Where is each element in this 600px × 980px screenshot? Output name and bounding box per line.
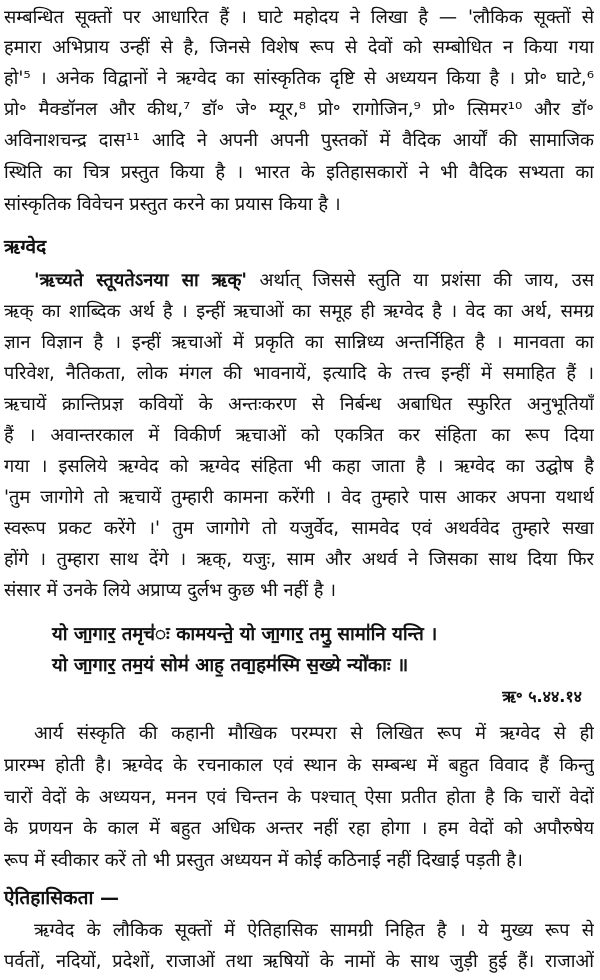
section-heading: ऐतिहासिकता — <box>4 887 119 909</box>
paragraph-line: हो'⁵ । अनेक विद्वानों ने ऋग्वेद का सांस्कृतिक दृष्टि से अध्ययन किया है । प्रो॰ घाटे,⁶ <box>4 68 594 89</box>
paragraph-line: हैं । अवान्तरकाल में विकीर्ण ऋचाओं को एकत्रित कर संहिता का रूप दिया <box>4 425 594 446</box>
sanskrit-verse-line: यो जा॒गार॒ तम॒यं सोम॑ आह॒ तवा॒हम॑स्मि स॒ख्ये न्यो॑काः ॥ <box>52 655 409 676</box>
section-heading: ऋग्वेद <box>4 236 47 258</box>
paragraph-line: ऋक् का शाब्दिक अर्थ है । इन्हीं ऋचाओं का समूह ही ऋग्वेद है । वेद का अर्थ, समग्र <box>4 301 594 322</box>
paragraph-line-rest: अर्थात् जिससे स्तुति या प्रशंसा की जाय, उस <box>246 270 594 291</box>
paragraph-line: 'तुम जागोगे तो ऋचायें तुम्हारी कामना करेंगी । वेद तुम्हारे पास आकर अपना यथार्थ <box>4 487 594 508</box>
sanskrit-verse-line: यो जा॒गार॒ तमृच॑ः कामयन्ते॒ यो जा॒गार॒ तमु॒ सामा॑नि यन्ति । <box>52 624 438 645</box>
paragraph-line: प्रो॰ मैक्डॉनल और कीथ,⁷ डॉ॰ जे॰ म्यूर,⁸ प्रो॰ रागोजिन,⁹ प्रो॰ त्सिमर¹⁰ और डॉ॰ <box>4 99 594 120</box>
paragraph-line: आर्य संस्कृति की कहानी मौखिक परम्परा से लिखित रूप में ऋग्वेद से ही <box>34 723 594 744</box>
paragraph-line: रूप में स्वीकार करें तो भी प्रस्तुत अध्ययन में कोई कठिनाई नहीं दिखाई पड़ती है। <box>4 850 523 871</box>
paragraph-line: पर्वतों, नदियों, प्रदेशों, राजाओं तथा ऋषियों के नामों के साथ जुड़ी हुई हैं। राजाओं <box>4 951 594 972</box>
paragraph-line: अविनाशचन्द्र दास¹¹ आदि ने अपनी अपनी पुस्तकों में वैदिक आर्यों की सामाजिक <box>4 130 594 151</box>
paragraph-line: हमारा अभिप्राय उन्हीं से है, जिनसे विशेष रूप से देवों को सम्बोधित न किया गया <box>4 37 594 58</box>
verse-reference: ऋ॰ ५.४४.१४ <box>502 687 582 706</box>
paragraph-line: के प्रणयन के काल में बहुत अधिक अन्तर नहीं रहा होगा । हम वेदों को अपौरुषेय <box>4 818 594 839</box>
paragraph-first-line <box>34 265 594 296</box>
paragraph-line: सांस्कृतिक विवेचन प्रस्तुत करने का प्रयास किया है । <box>4 194 341 215</box>
paragraph-line: गया । इसलिये ऋग्वेद को ऋग्वेद संहिता भी कहा जाता है । ऋग्वेद का उद्घोष है <box>4 456 594 477</box>
paragraph-line: प्रारम्भ होती है। ऋग्वेद के रचनाकाल एवं स्थान के सम्बन्ध में बहुत विवाद हैं किन्तु <box>4 755 594 776</box>
paragraph-line: परिवेश, नैतिकता, लोक मंगल की भावनायें, इत्यादि के तत्त्व इन्हीं में समाहित हैं । <box>4 363 594 384</box>
paragraph-line: ऋचायें क्रान्तिप्रज्ञ कवियों के अन्तःकरण से निर्बन्ध अबाधित स्फुरित अनुभूतियाँ <box>4 394 594 415</box>
paragraph-line: होंगे । तुम्हारा साथ देंगे । ऋक्, यजुः, साम और अथर्व ने जिसका साथ दिया फिर <box>4 549 594 570</box>
paragraph-line: ऋग्वेद के लौकिक सूक्तों में ऐतिहासिक सामग्री निहित है । ये मुख्य रूप से <box>34 920 594 941</box>
paragraph-line: ज्ञान विज्ञान है । इन्हीं ऋचाओं में प्रकृति का सान्निध्य अन्तर्निहित है । मानवता का <box>4 332 594 353</box>
sanskrit-definition: 'ऋच्यते स्तूयतेऽनया सा ऋक्' <box>34 270 247 291</box>
paragraph-line: चारों वेदों के अध्ययन, मनन एवं चिन्तन के पश्चात् ऐसा प्रतीत होता है कि चारों वेदों <box>4 787 594 808</box>
paragraph-line: संसार में उनके लिये अप्राप्य दुर्लभ कुछ भी नहीं है । <box>4 580 337 601</box>
paragraph-line: सम्बन्धित सूक्तों पर आधारित हैं । घाटे महोदय ने लिखा है — 'लौकिक सूक्तों से <box>4 7 594 28</box>
paragraph-line: स्थिति का चित्र प्रस्तुत किया है । भारत के इतिहासकारों ने भी वैदिक सभ्यता का <box>4 162 594 183</box>
paragraph-line: स्वरूप प्रकट करेंगे ।' तुम जागोगे तो यजुर्वेद, सामवेद एवं अथर्ववेद तुम्हारे सखा <box>4 518 594 539</box>
